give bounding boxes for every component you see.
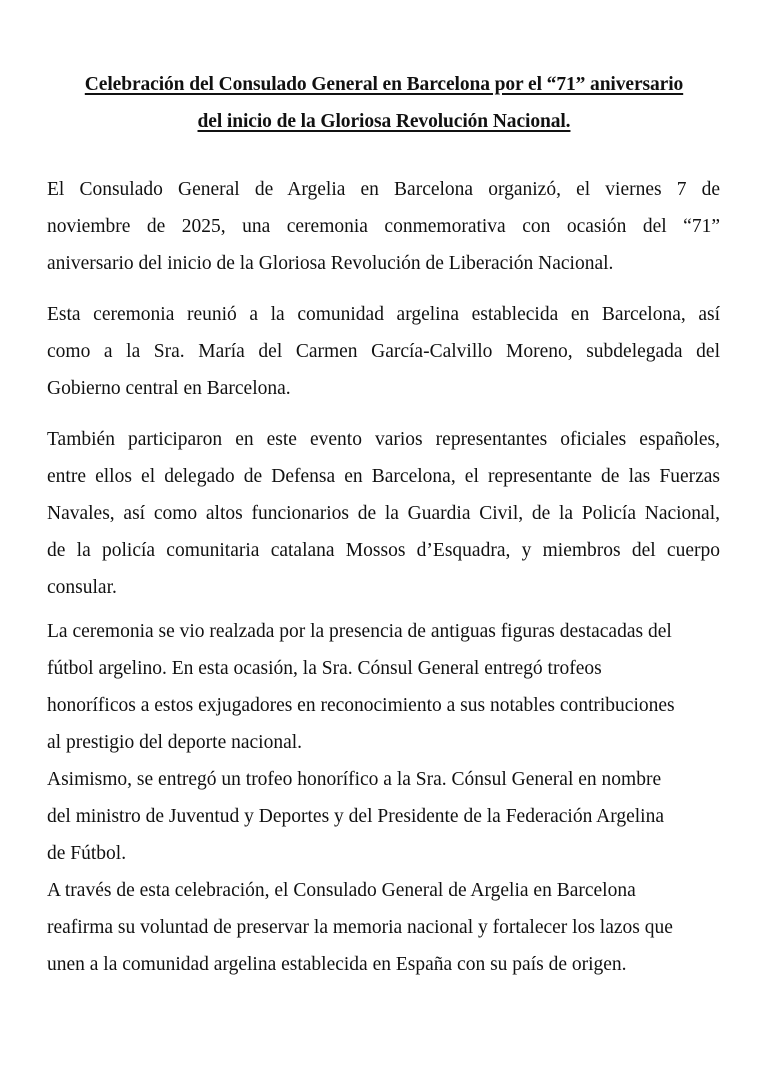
paragraph-4-line-4: al prestigio del deporte nacional. (47, 732, 303, 753)
paragraph-1-line-2: noviembre de 2025, una ceremonia conmemorativa con ocasión del “71” (47, 216, 720, 237)
paragraph-4-line-3: honoríficos a estos exjugadores en reconocimiento a sus notables contribuciones (47, 695, 675, 716)
paragraph-2-line-1: Esta ceremonia reunió a la comunidad argelina establecida en Barcelona, así (47, 304, 720, 325)
paragraph-4-line-2: fútbol argelino. En esta ocasión, la Sra. Cónsul General entregó trofeos (47, 658, 602, 679)
paragraph-2-line-3: Gobierno central en Barcelona. (47, 378, 291, 399)
paragraph-1-line-1: El Consulado General de Argelia en Barcelona organizó, el viernes 7 de (47, 179, 720, 200)
paragraph-3-line-3: Navales, así como altos funcionarios de la Guardia Civil, de la Policía Nacional, (47, 503, 720, 524)
paragraph-4-line-1: La ceremonia se vio realzada por la presencia de antiguas figuras destacadas del (47, 621, 672, 642)
document-title-line-2: del inicio de la Gloriosa Revolución Nacional. (197, 111, 571, 132)
paragraph-3-line-1: También participaron en este evento varios representantes oficiales españoles, (47, 429, 720, 450)
document-title-line-1: Celebración del Consulado General en Barcelona por el “71” aniversario (84, 74, 684, 95)
paragraph-6-line-1: A través de esta celebración, el Consulado General de Argelia en Barcelona (47, 880, 636, 901)
paragraph-3-line-4: de la policía comunitaria catalana Mossos d’Esquadra, y miembros del cuerpo (47, 540, 720, 561)
paragraph-5-line-3: de Fútbol. (47, 843, 127, 864)
paragraph-1-line-3: aniversario del inicio de la Gloriosa Revolución de Liberación Nacional. (47, 253, 614, 274)
paragraph-3-line-2: entre ellos el delegado de Defensa en Barcelona, el representante de las Fuerzas (47, 466, 720, 487)
paragraph-6-line-3: unen a la comunidad argelina establecida en España con su país de origen. (47, 954, 627, 975)
paragraph-5-line-2: del ministro de Juventud y Deportes y del Presidente de la Federación Argelina (47, 806, 664, 827)
paragraph-2-line-2: como a la Sra. María del Carmen García-Calvillo Moreno, subdelegada del (47, 341, 720, 362)
paragraph-5-line-1: Asimismo, se entregó un trofeo honorífico a la Sra. Cónsul General en nombre (47, 769, 662, 790)
paragraph-6-line-2: reafirma su voluntad de preservar la memoria nacional y fortalecer los lazos que (47, 917, 673, 938)
paragraph-3-line-5: consular. (47, 577, 117, 598)
